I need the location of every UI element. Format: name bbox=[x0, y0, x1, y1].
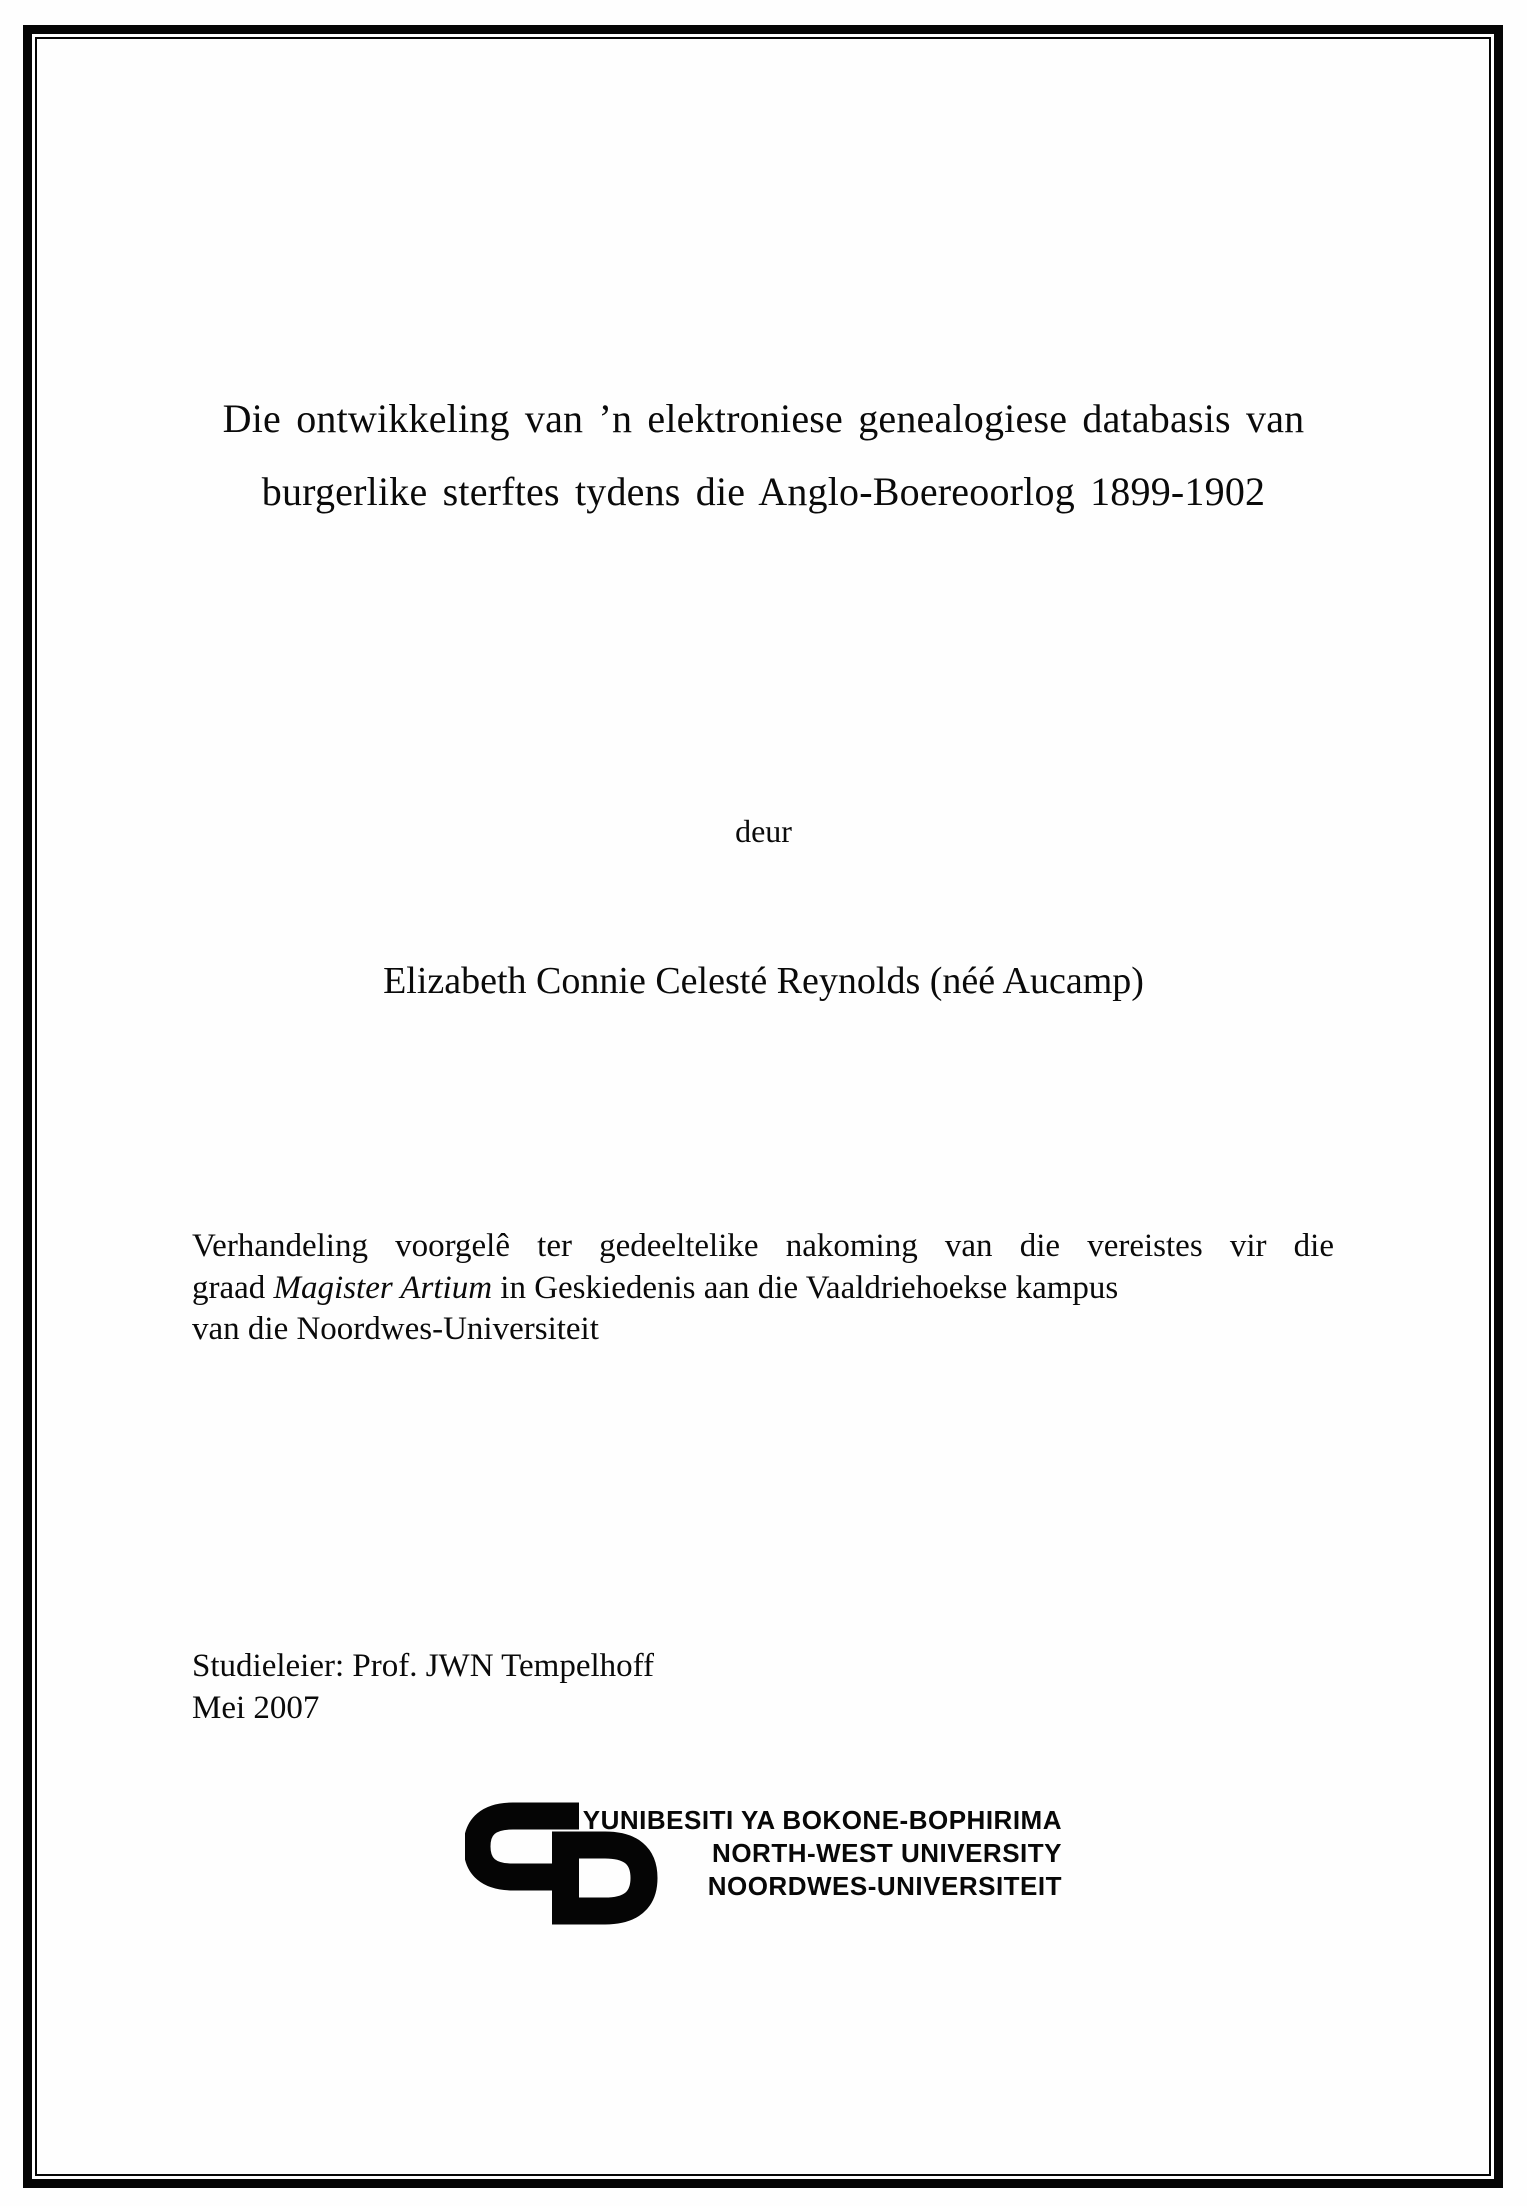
degree-name-italic: Magister Artium bbox=[273, 1269, 493, 1306]
logo-text-line-2: NORTH-WEST UNIVERSITY bbox=[712, 1838, 1062, 1868]
supervisor-line: Studieleier: Prof. JWN Tempelhoff bbox=[192, 1648, 655, 1684]
degree-statement-line-3: van die Noordwes-Universiteit bbox=[192, 1311, 599, 1347]
logo-text-line-3: NOORDWES-UNIVERSITEIT bbox=[707, 1871, 1062, 1901]
thesis-title bbox=[100, 382, 1427, 528]
author-name: Elizabeth Connie Celesté Reynolds (néé Aucamp) bbox=[383, 960, 1144, 1002]
degree-statement bbox=[192, 1226, 1334, 1351]
logo-text-line-1: YUNIBESITI YA BOKONE-BOPHIRIMA bbox=[582, 1805, 1062, 1835]
byline-label: deur bbox=[735, 813, 792, 849]
date-line: Mei 2007 bbox=[192, 1689, 320, 1726]
degree-statement-line-1: Verhandeling voorgelê ter gedeeltelike nakoming van die vereistes vir die bbox=[192, 1228, 1334, 1264]
thesis-title-line-2: burgerlike sterftes tydens die Anglo-Boereoorlog 1899-1902 bbox=[261, 469, 1266, 514]
degree-statement-line-2-suffix: in Geskiedenis aan die Vaaldriehoekse kampus bbox=[492, 1269, 1119, 1306]
supervisor-block bbox=[192, 1646, 654, 1729]
degree-statement-line-2 bbox=[192, 1268, 1334, 1310]
university-logo-text bbox=[580, 1804, 1062, 1903]
thesis-title-line-1: Die ontwikkeling van ’n elektroniese genealogiese databasis van bbox=[222, 396, 1305, 441]
degree-statement-line-2-prefix: graad bbox=[192, 1269, 274, 1306]
